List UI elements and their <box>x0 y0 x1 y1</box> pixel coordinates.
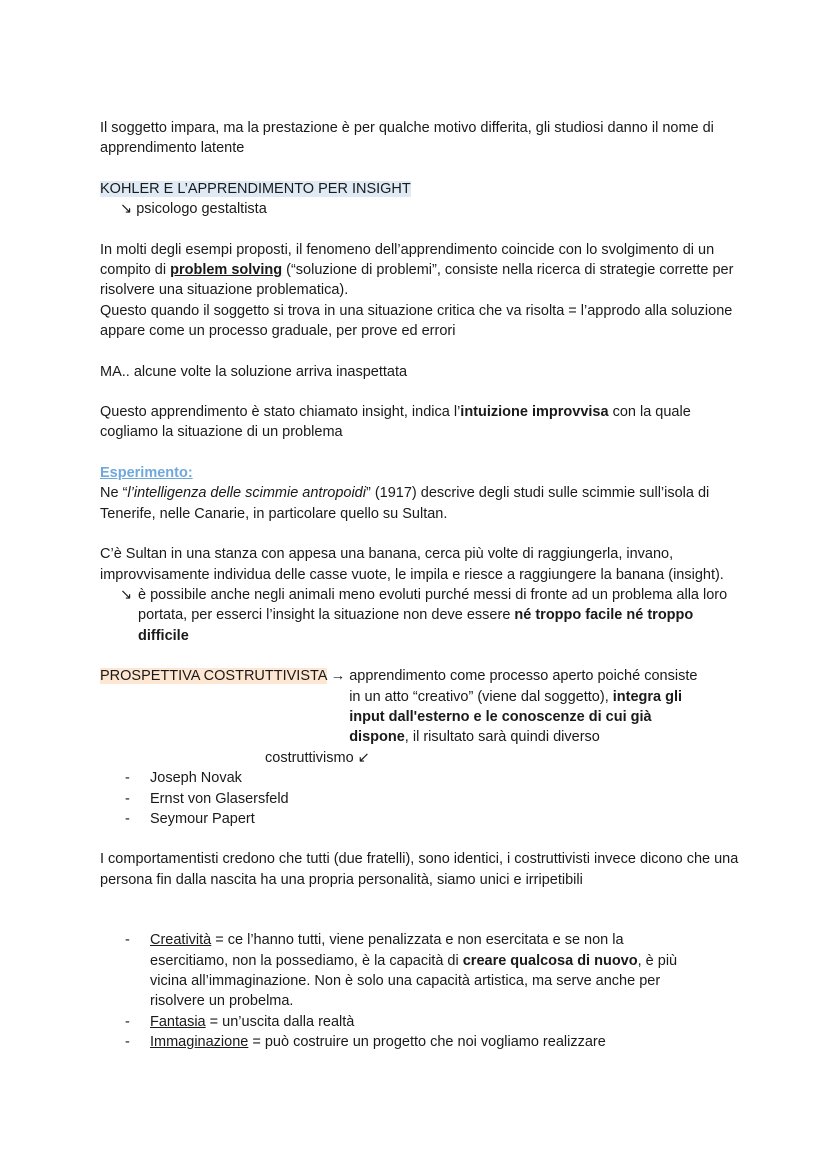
text-span: con la quale cogliamo la situazione di un problema <box>100 404 691 441</box>
names-list <box>100 768 740 829</box>
list-item-text: Joseph Novak <box>150 770 242 787</box>
list-item <box>100 809 740 829</box>
term-creativita: Creatività <box>150 932 212 949</box>
term-creare: creare qualcosa di nuovo <box>462 952 638 969</box>
text-span: ” (1917) descrive degli studi sulle scimmie sull’isola di Tenerife, nelle Canarie, in particolare quello su Sultan. <box>100 485 710 522</box>
terms-list <box>100 930 740 1052</box>
list-item-text <box>150 930 740 1012</box>
list-item <box>100 789 740 809</box>
document-page <box>100 118 740 1053</box>
dash-bullet: - <box>125 770 130 787</box>
term-intuizione: intuizione improvvisa <box>460 404 609 421</box>
text-span: , è più vicina all’immaginazione. Non è solo una capacità artistica, ma serve anche per risolvere un probelma. <box>150 952 678 1010</box>
list-item <box>100 1032 740 1052</box>
paragraph-ma: MA.. alcune volte la soluzione arriva inaspettata <box>100 363 408 380</box>
list-item-text <box>150 1012 740 1032</box>
paragraph-sultan: C’è Sultan in una stanza con appesa una banana, cerca più volte di raggiungerla, invano, improvvisamente individua delle casse vuote, le impila e riesce a raggiungere la banana (insight). <box>100 546 724 583</box>
term-immaginazione: Immaginazione <box>150 1034 249 1051</box>
esperimento-label-text: Esperimento: <box>100 464 193 481</box>
insight-note <box>100 585 740 646</box>
arrow-right-icon: → <box>326 668 346 685</box>
paragraph-latent-learning: Il soggetto impara, ma la prestazione è per qualche motivo differita, gli studiosi danno il nome di apprendimento latente <box>100 120 714 157</box>
text-span: In molti degli esempi proposti, il fenomeno dell’apprendimento coincide con lo svolgimento di un compito di <box>100 241 715 279</box>
prospettiva-heading-text: PROSPETTIVA COSTRUTTIVISTA <box>100 668 327 685</box>
term-difficulty: né troppo facile né troppo difficile <box>138 607 694 644</box>
kohler-subnote <box>100 199 740 219</box>
text-span: è possibile anche negli animali meno evoluti purché messi di fronte ad un problema alla loro portata, per esserci l’insight la situazione non deve essere <box>138 586 728 624</box>
text-span: = un’uscita dalla realtà <box>205 1013 355 1030</box>
book-title: l’intelligenza delle scimmie antropoidi <box>127 485 366 502</box>
prospettiva-heading <box>100 666 345 748</box>
esperimento-label <box>100 463 740 483</box>
term-integra: integra gli input dall'esterno e le conoscenze di cui già dispone <box>349 688 683 746</box>
paragraph-insight <box>100 402 740 443</box>
dash-bullet: - <box>125 1013 130 1030</box>
text-span: = ce l’hanno tutti, viene penalizzata e non esercitata e se non la esercitiamo, non la possediamo, è la capacità di <box>150 932 624 969</box>
dash-bullet: - <box>125 932 130 949</box>
term-fantasia: Fantasia <box>150 1013 206 1030</box>
dash-bullet: - <box>125 1034 130 1051</box>
kohler-subnote-text: psicologo gestaltista <box>136 201 267 218</box>
insight-note-text <box>138 585 740 646</box>
term-problem-solving: problem solving <box>170 262 283 279</box>
text-span: Ne “ <box>100 485 128 502</box>
costruttivismo-label: costruttivismo ↙ <box>265 749 370 766</box>
paragraph-esperimento <box>100 483 740 524</box>
text-span: = può costruire un progetto che noi vogliamo realizzare <box>248 1034 606 1051</box>
list-item-text: Ernst von Glasersfeld <box>150 790 289 807</box>
text-span: apprendimento come processo aperto poiché consiste in un atto “creativo” (viene dal soggetto), <box>349 668 698 705</box>
list-item <box>100 1012 740 1032</box>
paragraph-problem-solving <box>100 240 740 301</box>
list-item-text <box>150 1032 740 1052</box>
paragraph-critical-situation: Questo quando il soggetto si trova in una situazione critica che va risolta = l’approdo alla soluzione appare come un processo graduale, per prove ed errori <box>100 302 733 340</box>
list-item <box>100 930 740 1012</box>
arrow-down-right-icon: ↘ <box>120 586 133 603</box>
list-item <box>100 768 740 788</box>
list-item-text: Seymour Papert <box>150 810 255 827</box>
prospettiva-block <box>100 666 740 748</box>
prospettiva-definition <box>345 666 709 748</box>
dash-bullet: - <box>125 810 130 827</box>
text-span: , il risultato sarà quindi diverso <box>404 729 600 746</box>
kohler-heading <box>100 179 740 199</box>
kohler-heading-text: KOHLER E L’APPRENDIMENTO PER INSIGHT <box>100 180 411 197</box>
text-span: (“soluzione di problemi”, consiste nella ricerca di strategie corrette per risolvere una situazione problematica). <box>100 262 734 299</box>
paragraph-comportamentisti: I comportamentisti credono che tutti (due fratelli), sono identici, i costruttivisti invece dicono che una persona fin dalla nascita ha una propria personalità, siamo unici e irripetibili <box>100 851 739 888</box>
text-span: Questo apprendimento è stato chiamato insight, indica l’ <box>100 404 461 421</box>
arrow-down-right-icon: ↘ <box>120 201 133 218</box>
dash-bullet: - <box>125 790 130 807</box>
